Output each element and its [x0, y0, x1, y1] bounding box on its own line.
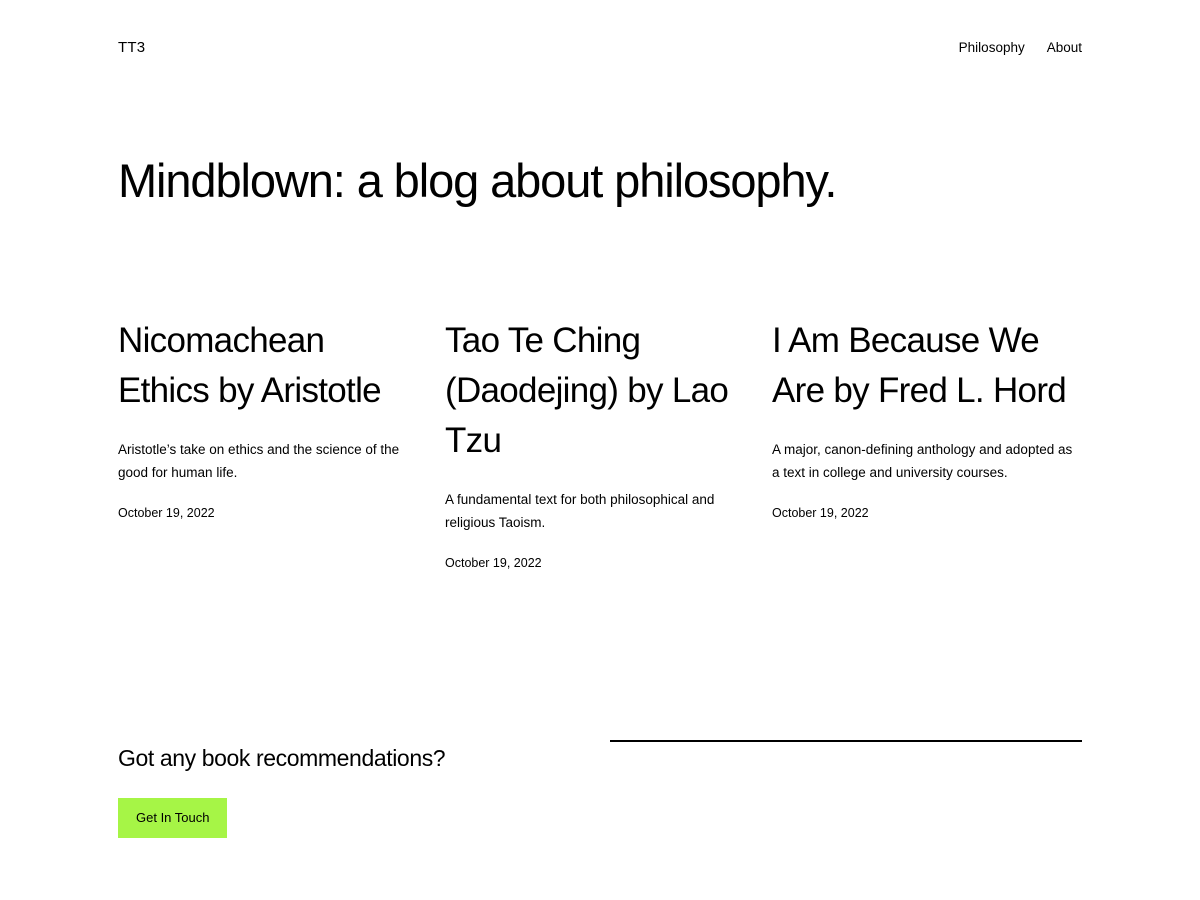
post-title[interactable]: Nicomachean Ethics by Aristotle: [118, 321, 381, 410]
post-card[interactable]: [445, 316, 750, 572]
post-title[interactable]: I Am Because We Are by Fred L. Hord: [772, 321, 1067, 410]
hero-section: [118, 152, 1118, 210]
horizontal-divider: [610, 740, 1082, 742]
primary-nav: [959, 38, 1082, 58]
post-list: [118, 316, 1083, 572]
page-title: Mindblown: a blog about philosophy.: [118, 154, 837, 207]
post-date: October 19, 2022: [772, 506, 869, 520]
post-card[interactable]: [118, 316, 423, 572]
post-title[interactable]: Tao Te Ching (Daodejing) by Lao Tzu: [445, 321, 729, 460]
post-excerpt: A major, canon-defining anthology and adopted as a text in college and university courses.: [772, 442, 1073, 480]
site-header: [118, 38, 1082, 58]
post-card[interactable]: [772, 316, 1082, 572]
cta-section: [118, 742, 678, 838]
post-date: October 19, 2022: [445, 556, 542, 570]
post-excerpt: A fundamental text for both philosophical and religious Taoism.: [445, 492, 715, 530]
get-in-touch-button[interactable]: Get In Touch: [118, 798, 227, 838]
site-title: TT3: [118, 39, 146, 56]
cta-heading: Got any book recommendations?: [118, 745, 446, 771]
post-excerpt: Aristotle’s take on ethics and the science of the good for human life.: [118, 442, 400, 480]
nav-link-philosophy[interactable]: Philosophy: [958, 40, 1025, 55]
nav-link-about[interactable]: About: [1046, 40, 1082, 55]
post-date: October 19, 2022: [118, 506, 215, 520]
